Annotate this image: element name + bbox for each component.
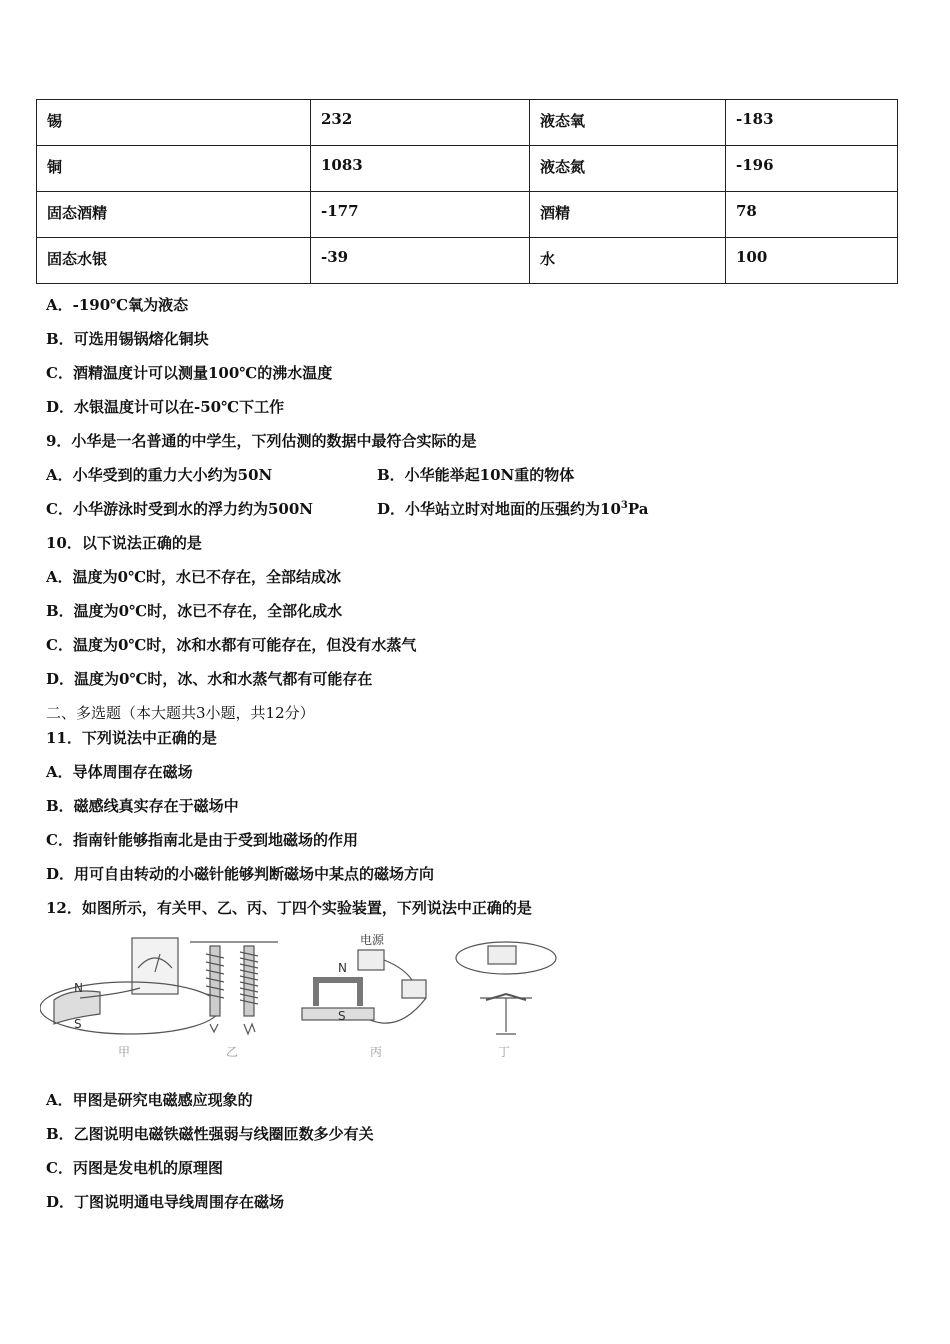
table-row — [37, 192, 898, 238]
q11-option-d: D．用可自由转动的小磁针能够判断磁场中某点的磁场方向 — [46, 865, 435, 883]
q10-option-c: C．温度为0℃时，冰和水都有可能存在，但没有水蒸气 — [46, 636, 417, 654]
q8-option-c: C．酒精温度计可以测量100℃的沸水温度 — [46, 364, 333, 382]
q9-option-b: B．小华能举起10N重的物体 — [377, 466, 575, 484]
figure-bing — [302, 932, 426, 1023]
s-pole-label-2: S — [338, 1009, 346, 1023]
battery-icon — [488, 946, 516, 964]
melting-point-table — [36, 99, 898, 284]
q8-option-a: A．-190℃氧为液态 — [46, 296, 189, 314]
q9-option-d-suffix: Pa — [627, 500, 649, 518]
table-cell: -196 — [726, 146, 898, 192]
table-cell: 固态酒精 — [37, 192, 311, 238]
switch-icon — [402, 980, 426, 998]
q9-option-c: C．小华游泳时受到水的浮力约为500N — [46, 500, 313, 518]
figure-yi — [190, 942, 278, 1034]
q10-option-a: A．温度为0℃时，水已不存在，全部结成冰 — [46, 568, 342, 586]
q11-option-a: A．导体周围存在磁场 — [46, 763, 193, 781]
figure-ding — [456, 942, 556, 1034]
s-pole-label: S — [74, 1017, 82, 1031]
q11-option-b: B．磁感线真实存在于磁场中 — [46, 797, 239, 815]
q9-stem: 9．小华是一名普通的中学生，下列估测的数据中最符合实际的是 — [46, 432, 477, 450]
section-title: 二、多选题（本大题共3小题，共12分） — [46, 704, 315, 722]
table-row — [37, 238, 898, 284]
q8-option-d: D．水银温度计可以在-50℃下工作 — [46, 398, 285, 416]
q11-stem: 11．下列说法中正确的是 — [46, 729, 217, 747]
table-cell: -183 — [726, 100, 898, 146]
q11-option-c: C．指南针能够指南北是由于受到地磁场的作用 — [46, 831, 358, 849]
table-cell: -177 — [311, 192, 530, 238]
q8-option-b: B．可选用锡锅熔化铜块 — [46, 330, 209, 348]
figure-label-ding: 丁 — [498, 1045, 511, 1059]
q9-option-d-prefix: D．小华站立时对地面的压强约为10 — [377, 500, 621, 518]
q12-option-c: C．丙图是发电机的原理图 — [46, 1159, 223, 1177]
table-cell: 固态水银 — [37, 238, 311, 284]
power-label: 电源 — [360, 933, 385, 947]
power-supply-icon — [358, 950, 384, 970]
table-cell: 水 — [530, 238, 726, 284]
n-pole-label-2: N — [338, 961, 347, 975]
pins-icon — [210, 1024, 255, 1034]
table-row — [37, 146, 898, 192]
table-cell: 78 — [726, 192, 898, 238]
q9-option-d — [377, 498, 648, 519]
table-cell: 液态氧 — [530, 100, 726, 146]
table-cell: 1083 — [311, 146, 530, 192]
q12-option-d: D．丁图说明通电导线周围存在磁场 — [46, 1193, 285, 1211]
table-row — [37, 100, 898, 146]
galvanometer-icon — [132, 938, 178, 994]
q10-option-b: B．温度为0℃时，冰已不存在，全部化成水 — [46, 602, 343, 620]
table-cell: 100 — [726, 238, 898, 284]
figure-label-jia: 甲 — [118, 1045, 131, 1059]
table-cell: 酒精 — [530, 192, 726, 238]
q10-option-d: D．温度为0℃时，冰、水和水蒸气都有可能存在 — [46, 670, 373, 688]
table-cell: 铜 — [37, 146, 311, 192]
q12-option-b: B．乙图说明电磁铁磁性强弱与线圈匝数多少有关 — [46, 1125, 374, 1143]
n-pole-label: N — [74, 981, 83, 995]
q12-stem: 12．如图所示，有关甲、乙、丙、丁四个实验装置，下列说法中正确的是 — [46, 899, 532, 917]
electromagnet-icon — [244, 946, 254, 1016]
figure-jia — [40, 938, 220, 1034]
u-magnet-icon — [316, 980, 360, 1006]
coil-icon — [240, 952, 258, 1004]
table-cell: 液态氮 — [530, 146, 726, 192]
q12-option-a: A．甲图是研究电磁感应现象的 — [46, 1091, 253, 1109]
experiment-figure — [40, 928, 570, 1068]
figure-label-yi: 乙 — [226, 1045, 239, 1059]
q10-stem: 10．以下说法正确的是 — [46, 534, 202, 552]
table-cell: 锡 — [37, 100, 311, 146]
q9-option-a: A．小华受到的重力大小约为50N — [46, 466, 273, 484]
q9-option-d-exponent: 3 — [620, 500, 628, 511]
table-cell: -39 — [311, 238, 530, 284]
figure-label-bing: 丙 — [370, 1045, 383, 1059]
table-cell: 232 — [311, 100, 530, 146]
